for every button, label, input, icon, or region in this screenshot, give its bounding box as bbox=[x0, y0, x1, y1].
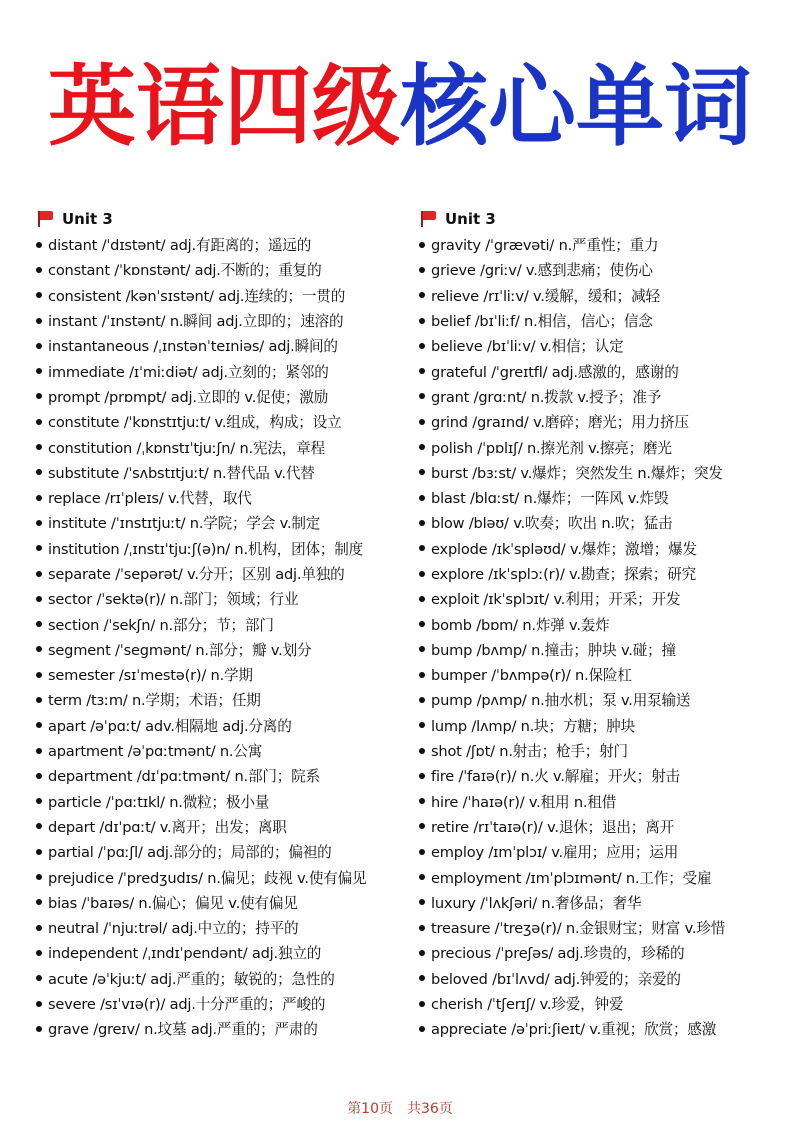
bullet-icon bbox=[36, 950, 42, 956]
word-entry bbox=[419, 460, 799, 485]
word-entry bbox=[36, 434, 416, 459]
word-entry bbox=[419, 839, 799, 864]
word-entry bbox=[419, 1016, 799, 1041]
bullet-icon bbox=[419, 646, 425, 652]
word-entry bbox=[419, 586, 799, 611]
word-entry-text: department /dɪˈpɑːtmənt/ n.部门；院系 bbox=[48, 768, 320, 786]
word-entry-text: consistent /kənˈsɪstənt/ adj.连续的；一贯的 bbox=[48, 287, 346, 305]
word-entry bbox=[36, 536, 416, 561]
word-entry bbox=[36, 283, 416, 308]
bullet-icon bbox=[419, 419, 425, 425]
word-entry bbox=[36, 940, 416, 965]
word-entry bbox=[419, 384, 799, 409]
word-entry-text: burst /bɜːst/ v.爆炸；突然发生 n.爆炸；突发 bbox=[431, 464, 723, 482]
word-entry bbox=[36, 308, 416, 333]
word-entry-text: shot /ʃɒt/ n.射击；枪手；射门 bbox=[431, 743, 628, 761]
word-entry-text: grateful /ˈgreɪtfl/ adj.感激的，感谢的 bbox=[431, 363, 679, 381]
word-entry-text: immediate /ɪˈmiːdiət/ adj.立刻的；紧邻的 bbox=[48, 363, 329, 381]
word-entry-text: exploit /ɪkˈsplɔɪt/ v.利用；开采；开发 bbox=[431, 591, 681, 609]
word-entry-text: polish /ˈpɒlɪʃ/ n.擦光剂 v.擦亮；磨光 bbox=[431, 439, 672, 457]
word-entry bbox=[36, 637, 416, 662]
word-entry bbox=[36, 611, 416, 636]
word-entry bbox=[36, 966, 416, 991]
bullet-icon bbox=[419, 823, 425, 829]
word-entry bbox=[419, 536, 799, 561]
unit-heading bbox=[419, 206, 799, 232]
word-entry bbox=[419, 308, 799, 333]
right-column bbox=[419, 206, 799, 1042]
word-entry-text: bomb /bɒm/ n.炸弹 v.轰炸 bbox=[431, 616, 610, 634]
word-entry-text: bump /bʌmp/ n.撞击；肿块 v.碰；撞 bbox=[431, 641, 676, 659]
bullet-icon bbox=[419, 899, 425, 905]
word-entry-text: sector /ˈsektə(r)/ n.部门；领域；行业 bbox=[48, 591, 299, 609]
word-entry-text: instant /ˈɪnstənt/ n.瞬间 adj.立即的；速溶的 bbox=[48, 313, 344, 331]
word-entry bbox=[419, 687, 799, 712]
word-entry bbox=[419, 940, 799, 965]
word-entry-text: believe /bɪˈliːv/ v.相信；认定 bbox=[431, 338, 624, 356]
word-entry-text: substitute /ˈsʌbstɪtjuːt/ n.替代品 v.代替 bbox=[48, 464, 315, 482]
bullet-icon bbox=[419, 343, 425, 349]
bullet-icon bbox=[419, 495, 425, 501]
word-entry-text: neutral /ˈnjuːtrəl/ adj.中立的；持平的 bbox=[48, 920, 299, 938]
word-entry-text: cherish /ˈtʃerɪʃ/ v.珍爱，钟爱 bbox=[431, 996, 624, 1014]
bullet-icon bbox=[36, 393, 42, 399]
word-entry bbox=[36, 864, 416, 889]
word-entry bbox=[419, 991, 799, 1016]
bullet-icon bbox=[419, 798, 425, 804]
bullet-icon bbox=[36, 748, 42, 754]
bullet-icon bbox=[36, 596, 42, 602]
title-red-part: 英语四级 bbox=[47, 55, 400, 158]
bullet-icon bbox=[419, 975, 425, 981]
word-entry bbox=[419, 738, 799, 763]
bullet-icon bbox=[36, 267, 42, 273]
bullet-icon bbox=[419, 722, 425, 728]
bullet-icon bbox=[36, 292, 42, 298]
bullet-icon bbox=[419, 748, 425, 754]
word-entry bbox=[419, 434, 799, 459]
word-entry-text: grieve /griːv/ v.感到悲痛；使伤心 bbox=[431, 262, 653, 280]
word-entry-text: prompt /prɒmpt/ adj.立即的 v.促使；激励 bbox=[48, 388, 329, 406]
word-entry bbox=[36, 561, 416, 586]
word-entry bbox=[419, 662, 799, 687]
bullet-icon bbox=[419, 571, 425, 577]
title-blue-part: 核心单词 bbox=[400, 55, 753, 158]
bullet-icon bbox=[419, 242, 425, 248]
word-entry bbox=[36, 1016, 416, 1041]
word-entry-text: blow /bləʊ/ v.吹奏；吹出 n.吹；猛击 bbox=[431, 515, 673, 533]
page-footer bbox=[0, 1098, 800, 1118]
bullet-icon bbox=[36, 520, 42, 526]
bullet-icon bbox=[36, 343, 42, 349]
bullet-icon bbox=[419, 849, 425, 855]
word-entry bbox=[419, 637, 799, 662]
word-entry-text: appreciate /əˈpriːʃieɪt/ v.重视；欣赏；感激 bbox=[431, 1021, 717, 1039]
word-entry bbox=[419, 966, 799, 991]
word-entry-text: depart /dɪˈpɑːt/ v.离开；出发；离职 bbox=[48, 818, 287, 836]
bullet-icon bbox=[36, 1026, 42, 1032]
word-entry-text: semester /sɪˈmestə(r)/ n.学期 bbox=[48, 667, 253, 685]
unit-label: Unit 3 bbox=[62, 210, 113, 228]
word-entry bbox=[419, 915, 799, 940]
bullet-icon bbox=[36, 545, 42, 551]
word-entry-text: beloved /bɪˈlʌvd/ adj.钟爱的；亲爱的 bbox=[431, 970, 681, 988]
bullet-icon bbox=[36, 874, 42, 880]
word-entry-text: segment /ˈsegmənt/ n.部分；瓣 v.划分 bbox=[48, 641, 312, 659]
word-entry-text: instantaneous /ˌɪnstənˈteɪniəs/ adj.瞬间的 bbox=[48, 338, 338, 356]
word-entry bbox=[36, 839, 416, 864]
word-entry bbox=[36, 662, 416, 687]
bullet-icon bbox=[419, 773, 425, 779]
word-entry-text: gravity /ˈgrævəti/ n.严重性；重力 bbox=[431, 237, 659, 255]
word-entry-text: severe /sɪˈvɪə(r)/ adj.十分严重的；严峻的 bbox=[48, 996, 326, 1014]
word-entry bbox=[36, 333, 416, 358]
word-entry-text: blast /blɑːst/ n.爆炸；一阵风 v.炸毁 bbox=[431, 490, 669, 508]
word-entry bbox=[36, 257, 416, 282]
bullet-icon bbox=[36, 495, 42, 501]
bullet-icon bbox=[419, 1001, 425, 1007]
word-entry bbox=[36, 510, 416, 535]
bullet-icon bbox=[419, 697, 425, 703]
bullet-icon bbox=[36, 469, 42, 475]
word-entry bbox=[36, 763, 416, 788]
bullet-icon bbox=[36, 697, 42, 703]
bullet-icon bbox=[36, 975, 42, 981]
bullet-icon bbox=[419, 292, 425, 298]
word-entry-text: institute /ˈɪnstɪtjuːt/ n.学院；学会 v.制定 bbox=[48, 515, 321, 533]
bullet-icon bbox=[36, 444, 42, 450]
word-entry-text: grant /grɑːnt/ n.拨款 v.授予；准予 bbox=[431, 388, 662, 406]
bullet-icon bbox=[419, 545, 425, 551]
word-entry bbox=[36, 358, 416, 383]
word-entry bbox=[419, 611, 799, 636]
word-entry bbox=[36, 485, 416, 510]
word-entry bbox=[419, 333, 799, 358]
word-entry bbox=[419, 763, 799, 788]
red-flag-icon bbox=[421, 211, 437, 227]
word-entry bbox=[419, 713, 799, 738]
page-total: 共36页 bbox=[407, 1101, 453, 1117]
word-entry bbox=[419, 409, 799, 434]
word-entry-text: employ /ɪmˈplɔɪ/ v.雇用；应用；运用 bbox=[431, 844, 679, 862]
page-number: 第10页 bbox=[347, 1101, 393, 1117]
word-entry bbox=[419, 485, 799, 510]
word-entry-text: particle /ˈpɑːtɪkl/ n.微粒；极小量 bbox=[48, 793, 270, 811]
bullet-icon bbox=[36, 368, 42, 374]
word-entry-text: term /tɜːm/ n.学期；术语；任期 bbox=[48, 692, 261, 710]
bullet-icon bbox=[36, 242, 42, 248]
word-entry bbox=[36, 789, 416, 814]
word-entry bbox=[419, 257, 799, 282]
bullet-icon bbox=[419, 925, 425, 931]
word-list bbox=[419, 232, 799, 1042]
word-entry-text: lump /lʌmp/ n.块；方糖；肿块 bbox=[431, 717, 635, 735]
word-entry bbox=[36, 915, 416, 940]
bullet-icon bbox=[419, 874, 425, 880]
word-entry bbox=[36, 586, 416, 611]
bullet-icon bbox=[36, 722, 42, 728]
word-entry-text: employment /ɪmˈplɔɪmənt/ n.工作；受雇 bbox=[431, 869, 712, 887]
word-entry bbox=[36, 713, 416, 738]
bullet-icon bbox=[36, 773, 42, 779]
word-entry bbox=[36, 738, 416, 763]
bullet-icon bbox=[36, 849, 42, 855]
bullet-icon bbox=[36, 646, 42, 652]
word-entry-text: independent /ˌɪndɪˈpendənt/ adj.独立的 bbox=[48, 945, 322, 963]
word-entry-text: hire /ˈhaɪə(r)/ v.租用 n.租借 bbox=[431, 793, 617, 811]
word-entry-text: distant /ˈdɪstənt/ adj.有距离的；遥远的 bbox=[48, 237, 312, 255]
word-entry bbox=[36, 232, 416, 257]
word-entry-text: treasure /ˈtreʒə(r)/ n.金银财宝；财富 v.珍惜 bbox=[431, 920, 726, 938]
word-entry-text: replace /rɪˈpleɪs/ v.代替，取代 bbox=[48, 490, 252, 508]
word-entry-text: apart /əˈpɑːt/ adv.相隔地 adj.分离的 bbox=[48, 717, 292, 735]
bullet-icon bbox=[419, 393, 425, 399]
word-entry-text: constant /ˈkɒnstənt/ adj.不断的；重复的 bbox=[48, 262, 322, 280]
word-entry bbox=[419, 864, 799, 889]
bullet-icon bbox=[419, 469, 425, 475]
bullet-icon bbox=[419, 520, 425, 526]
word-list bbox=[36, 232, 416, 1042]
word-entry-text: bumper /ˈbʌmpə(r)/ n.保险杠 bbox=[431, 667, 632, 685]
word-entry bbox=[36, 384, 416, 409]
word-entry bbox=[36, 814, 416, 839]
word-entry-text: separate /ˈsepərət/ v.分开；区别 adj.单独的 bbox=[48, 566, 345, 583]
word-entry-text: partial /ˈpɑːʃl/ adj.部分的；局部的；偏袒的 bbox=[48, 844, 332, 862]
bullet-icon bbox=[36, 621, 42, 627]
bullet-icon bbox=[419, 672, 425, 678]
left-column bbox=[36, 206, 416, 1042]
word-entry-text: pump /pʌmp/ n.抽水机；泵 v.用泵输送 bbox=[431, 692, 691, 710]
bullet-icon bbox=[419, 368, 425, 374]
word-entry bbox=[36, 991, 416, 1016]
word-entry-text: institution /ˌɪnstɪˈtjuːʃ(ə)n/ n.机构，团体；制度 bbox=[48, 540, 364, 558]
word-entry-text: section /ˈsekʃn/ n.部分；节；部门 bbox=[48, 616, 274, 634]
unit-heading bbox=[36, 206, 416, 232]
word-entry-text: retire /rɪˈtaɪə(r)/ v.退休；退出；离开 bbox=[431, 818, 674, 836]
bullet-icon bbox=[36, 925, 42, 931]
word-entry-text: apartment /əˈpɑːtmənt/ n.公寓 bbox=[48, 743, 263, 761]
unit-label: Unit 3 bbox=[445, 210, 496, 228]
word-entry-text: fire /ˈfaɪə(r)/ n.火 v.解雇；开火；射击 bbox=[431, 768, 680, 786]
word-entry-text: relieve /rɪˈliːv/ v.缓解，缓和；减轻 bbox=[431, 287, 660, 305]
bullet-icon bbox=[419, 1026, 425, 1032]
word-entry bbox=[419, 814, 799, 839]
bullet-icon bbox=[419, 596, 425, 602]
bullet-icon bbox=[36, 419, 42, 425]
bullet-icon bbox=[419, 621, 425, 627]
word-entry-text: belief /bɪˈliːf/ n.相信，信心；信念 bbox=[431, 313, 653, 331]
word-entry bbox=[419, 561, 799, 586]
red-flag-icon bbox=[38, 211, 54, 227]
word-entry-text: acute /əˈkjuːt/ adj.严重的；敏锐的；急性的 bbox=[48, 970, 335, 988]
bullet-icon bbox=[36, 571, 42, 577]
word-entry-text: grave /greɪv/ n.坟墓 adj.严重的；严肃的 bbox=[48, 1021, 318, 1039]
word-entry bbox=[36, 687, 416, 712]
word-entry-text: prejudice /ˈpredʒudɪs/ n.偏见；歧视 v.使有偏见 bbox=[48, 869, 367, 887]
bullet-icon bbox=[419, 950, 425, 956]
word-entry-text: constitution /ˌkɒnstɪˈtjuːʃn/ n.宪法，章程 bbox=[48, 439, 325, 457]
bullet-icon bbox=[419, 318, 425, 324]
word-entry-text: explore /ɪkˈsplɔː(r)/ v.勘查；探索；研究 bbox=[431, 566, 696, 583]
word-entry bbox=[419, 789, 799, 814]
word-entry bbox=[36, 890, 416, 915]
word-entry bbox=[36, 409, 416, 434]
bullet-icon bbox=[36, 823, 42, 829]
bullet-icon bbox=[36, 672, 42, 678]
word-entry-text: luxury /ˈlʌkʃəri/ n.奢侈品；奢华 bbox=[431, 894, 642, 912]
word-entry-text: precious /ˈpreʃəs/ adj.珍贵的，珍稀的 bbox=[431, 945, 685, 963]
word-entry-text: constitute /ˈkɒnstɪtjuːt/ v.组成，构成；设立 bbox=[48, 414, 342, 432]
word-entry-text: explode /ɪkˈspləʊd/ v.爆炸；激增；爆发 bbox=[431, 540, 697, 558]
bullet-icon bbox=[419, 267, 425, 273]
word-entry bbox=[36, 460, 416, 485]
bullet-icon bbox=[36, 1001, 42, 1007]
page-title bbox=[0, 52, 800, 162]
word-entry bbox=[419, 283, 799, 308]
bullet-icon bbox=[36, 318, 42, 324]
word-entry bbox=[419, 510, 799, 535]
bullet-icon bbox=[419, 444, 425, 450]
word-entry-text: grind /graɪnd/ v.磨碎；磨光；用力挤压 bbox=[431, 414, 689, 432]
bullet-icon bbox=[36, 798, 42, 804]
word-entry-text: bias /ˈbaɪəs/ n.偏心；偏见 v.使有偏见 bbox=[48, 894, 298, 912]
bullet-icon bbox=[36, 899, 42, 905]
word-entry bbox=[419, 358, 799, 383]
word-entry bbox=[419, 232, 799, 257]
word-entry bbox=[419, 890, 799, 915]
